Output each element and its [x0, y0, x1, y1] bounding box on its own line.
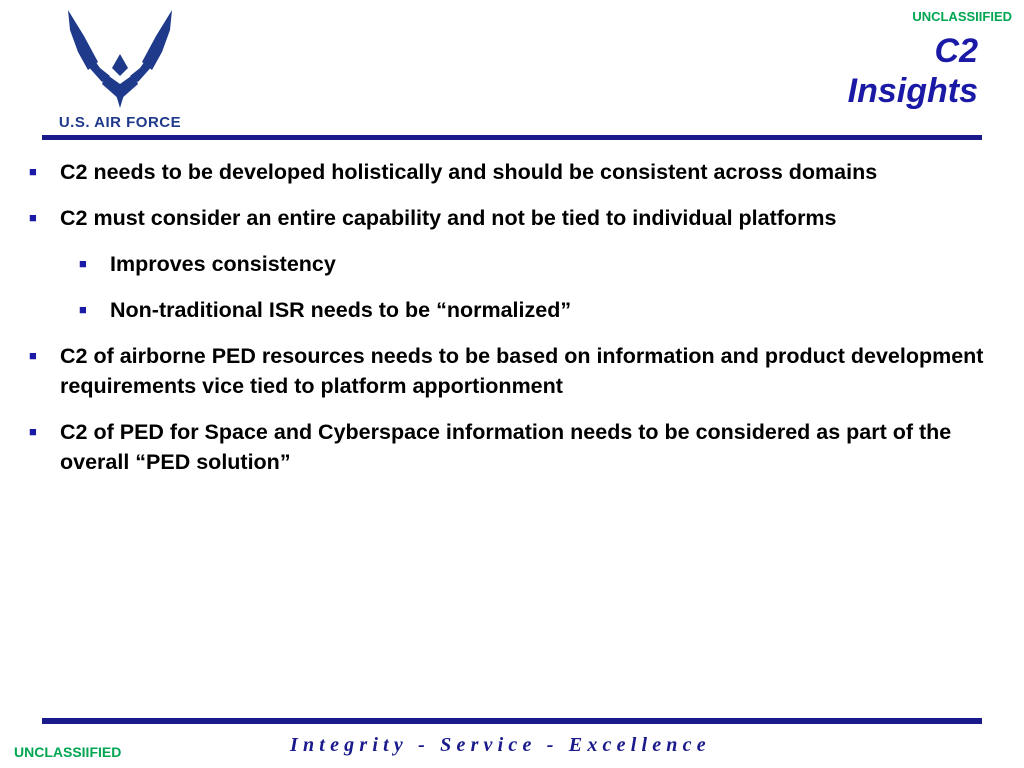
slide-title-line-2: Insights [847, 72, 978, 110]
bullet-text: Non-traditional ISR needs to be “normalized” [110, 298, 572, 322]
header-divider [42, 135, 982, 140]
bullet-item [27, 417, 992, 477]
bullet-marker: ■ [29, 210, 37, 225]
air-force-logo [40, 10, 200, 134]
logo-text: U.S. AIR FORCE [58, 114, 182, 131]
bullet-item [27, 341, 992, 401]
bullet-text: C2 needs to be developed holistically and should be consistent across domains [60, 160, 878, 184]
bullet-marker: ■ [29, 424, 37, 439]
bullet-text: C2 of airborne PED resources needs to be based on information and product development requirements vice tied to platform apportionment [60, 344, 984, 398]
bullet-text: Improves consistency [110, 252, 336, 276]
bullet-list [27, 157, 992, 493]
bullet-text: C2 must consider an entire capability and not be tied to individual platforms [60, 206, 837, 230]
slide-title [848, 31, 978, 111]
footer-divider [42, 718, 982, 724]
sub-bullet-item [77, 295, 992, 325]
bullet-marker: ■ [29, 164, 37, 179]
air-force-wings-icon [40, 10, 200, 114]
bullet-item [27, 203, 992, 233]
classification-top: UNCLASSIIFIED [912, 9, 1012, 24]
classification-bottom: UNCLASSIIFIED [14, 744, 122, 760]
bullet-item [27, 157, 992, 187]
bullet-marker: ■ [29, 348, 37, 363]
bullet-marker: ■ [79, 302, 87, 317]
slide-title-line-1: C2 [934, 32, 978, 70]
bullet-marker: ■ [79, 256, 87, 271]
motto: Integrity - Service - Excellence [290, 734, 711, 756]
sub-bullet-item [77, 249, 992, 279]
bullet-text: C2 of PED for Space and Cyberspace information needs to be considered as part of the overall “PED solution” [60, 420, 952, 474]
